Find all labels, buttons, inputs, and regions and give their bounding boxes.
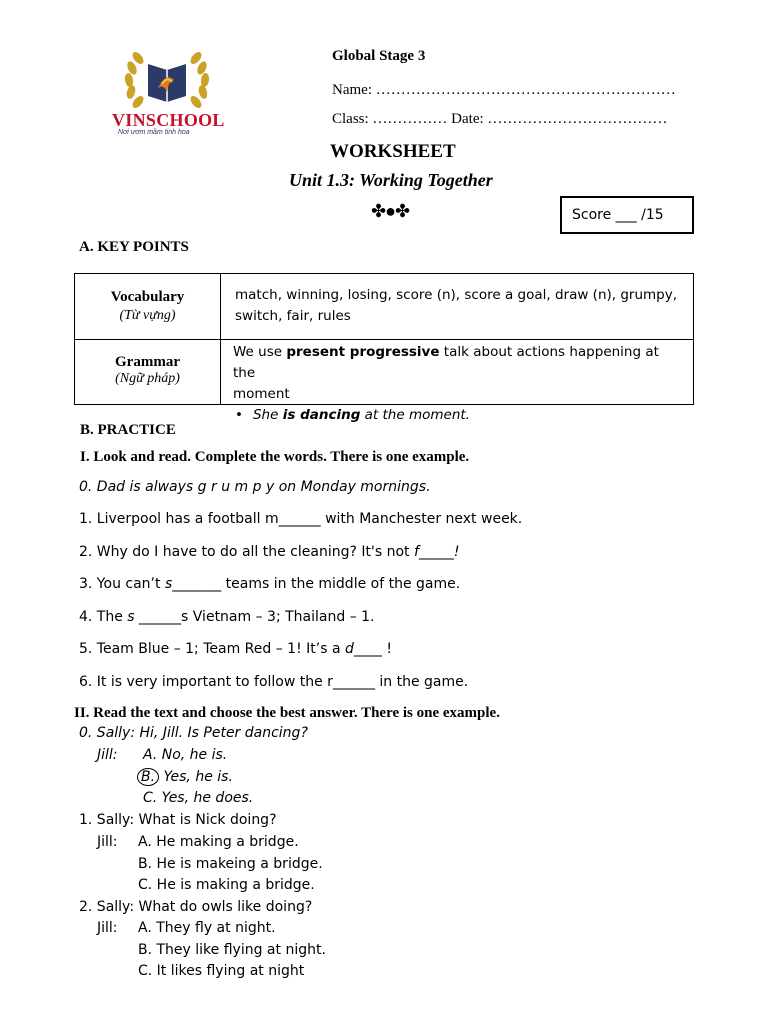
example-option-c: C. Yes, he does. [143, 790, 254, 806]
question-2[interactable]: 2. Why do I have to do all the cleaning? It's not f_____! [79, 544, 460, 560]
grammar-title: Grammar [115, 354, 180, 370]
worksheet-title: WORKSHEET [330, 141, 456, 162]
mc-q2-option-c[interactable]: C. It likes flying at night [138, 963, 305, 979]
bullet-icon: • [235, 407, 243, 423]
grammar-subtitle: (Ngữ pháp) [115, 371, 180, 386]
grammar-line-2: moment [233, 386, 290, 402]
mc-q1-option-b[interactable]: B. He is makeing a bridge. [138, 856, 323, 872]
mc-q1-option-a[interactable]: A. He making a bridge. [138, 834, 299, 850]
mc-q2-option-b[interactable]: B. They like flying at night. [138, 942, 326, 958]
mc-q1-option-c[interactable]: C. He is making a bridge. [138, 877, 315, 893]
vocabulary-content [221, 274, 693, 339]
part2-heading: II. Read the text and choose the best answer. There is one example. [74, 705, 500, 721]
mc-question-1-jill: Jill: [97, 834, 118, 850]
key-points-heading: A. KEY POINTS [79, 239, 189, 255]
ornament-divider: ✤●✤ [371, 201, 410, 221]
vocabulary-line-1: match, winning, losing, score (n), score a goal, draw (n), grumpy, [235, 287, 678, 303]
laurel-book-emblem-icon [108, 44, 226, 114]
example-jill-label: Jill: [97, 747, 118, 763]
key-points-table [74, 273, 694, 423]
grammar-content [221, 340, 693, 423]
grammar-line-1: We use present progressive talk about actions happening at the [233, 344, 659, 381]
mc-question-1: 1. Sally: What is Nick doing? [79, 812, 277, 828]
score-box[interactable]: Score ___ /15 [560, 196, 694, 234]
class-date-field[interactable]: Class: …………… Date: ……………………………… [332, 111, 668, 127]
mc-q2-option-a[interactable]: A. They fly at night. [138, 920, 276, 936]
vocabulary-title: Vocabulary [110, 289, 185, 305]
mc-question-2-jill: Jill: [97, 920, 118, 936]
name-field[interactable]: Name: …………………………………………………… [332, 82, 676, 98]
part1-heading: I. Look and read. Complete the words. There is one example. [80, 449, 470, 465]
vocabulary-line-2: switch, fair, rules [235, 308, 351, 324]
question-4[interactable]: 4. The s ______s Vietnam – 3; Thailand – 1. [79, 609, 375, 625]
example-question: 0. Sally: Hi, Jill. Is Peter dancing? [79, 725, 308, 741]
practice-heading: B. PRACTICE [80, 422, 176, 438]
logo-tagline: Nơi ươm mầm tinh hoa [118, 129, 190, 136]
vocabulary-subtitle: (Từ vựng) [119, 308, 176, 323]
logo-wordmark: VINSCHOOL [112, 110, 225, 130]
question-3[interactable]: 3. You can’t s_______ teams in the middle of the game. [79, 576, 461, 592]
grammar-example: • She is dancing at the moment. [235, 407, 470, 423]
vocabulary-row [75, 274, 693, 340]
example-option-b: B. Yes, he is. [143, 768, 233, 786]
mc-question-2: 2. Sally: What do owls like doing? [79, 899, 313, 915]
question-6[interactable]: 6. It is very important to follow the r______ in the game. [79, 674, 469, 690]
question-5[interactable]: 5. Team Blue – 1; Team Red – 1! It’s a d____ ! [79, 641, 392, 657]
selected-answer-circle: B. [137, 768, 159, 786]
question-1[interactable]: 1. Liverpool has a football m______ with Manchester next week. [79, 511, 523, 527]
stage-label: Global Stage 3 [332, 48, 426, 64]
grammar-term: present progressive [286, 344, 440, 360]
grammar-row [75, 340, 693, 423]
example-sentence: 0. Dad is always g r u m p y on Monday mornings. [79, 479, 431, 495]
example-option-a: A. No, he is. [143, 747, 228, 763]
unit-subtitle: Unit 1.3: Working Together [289, 170, 493, 190]
